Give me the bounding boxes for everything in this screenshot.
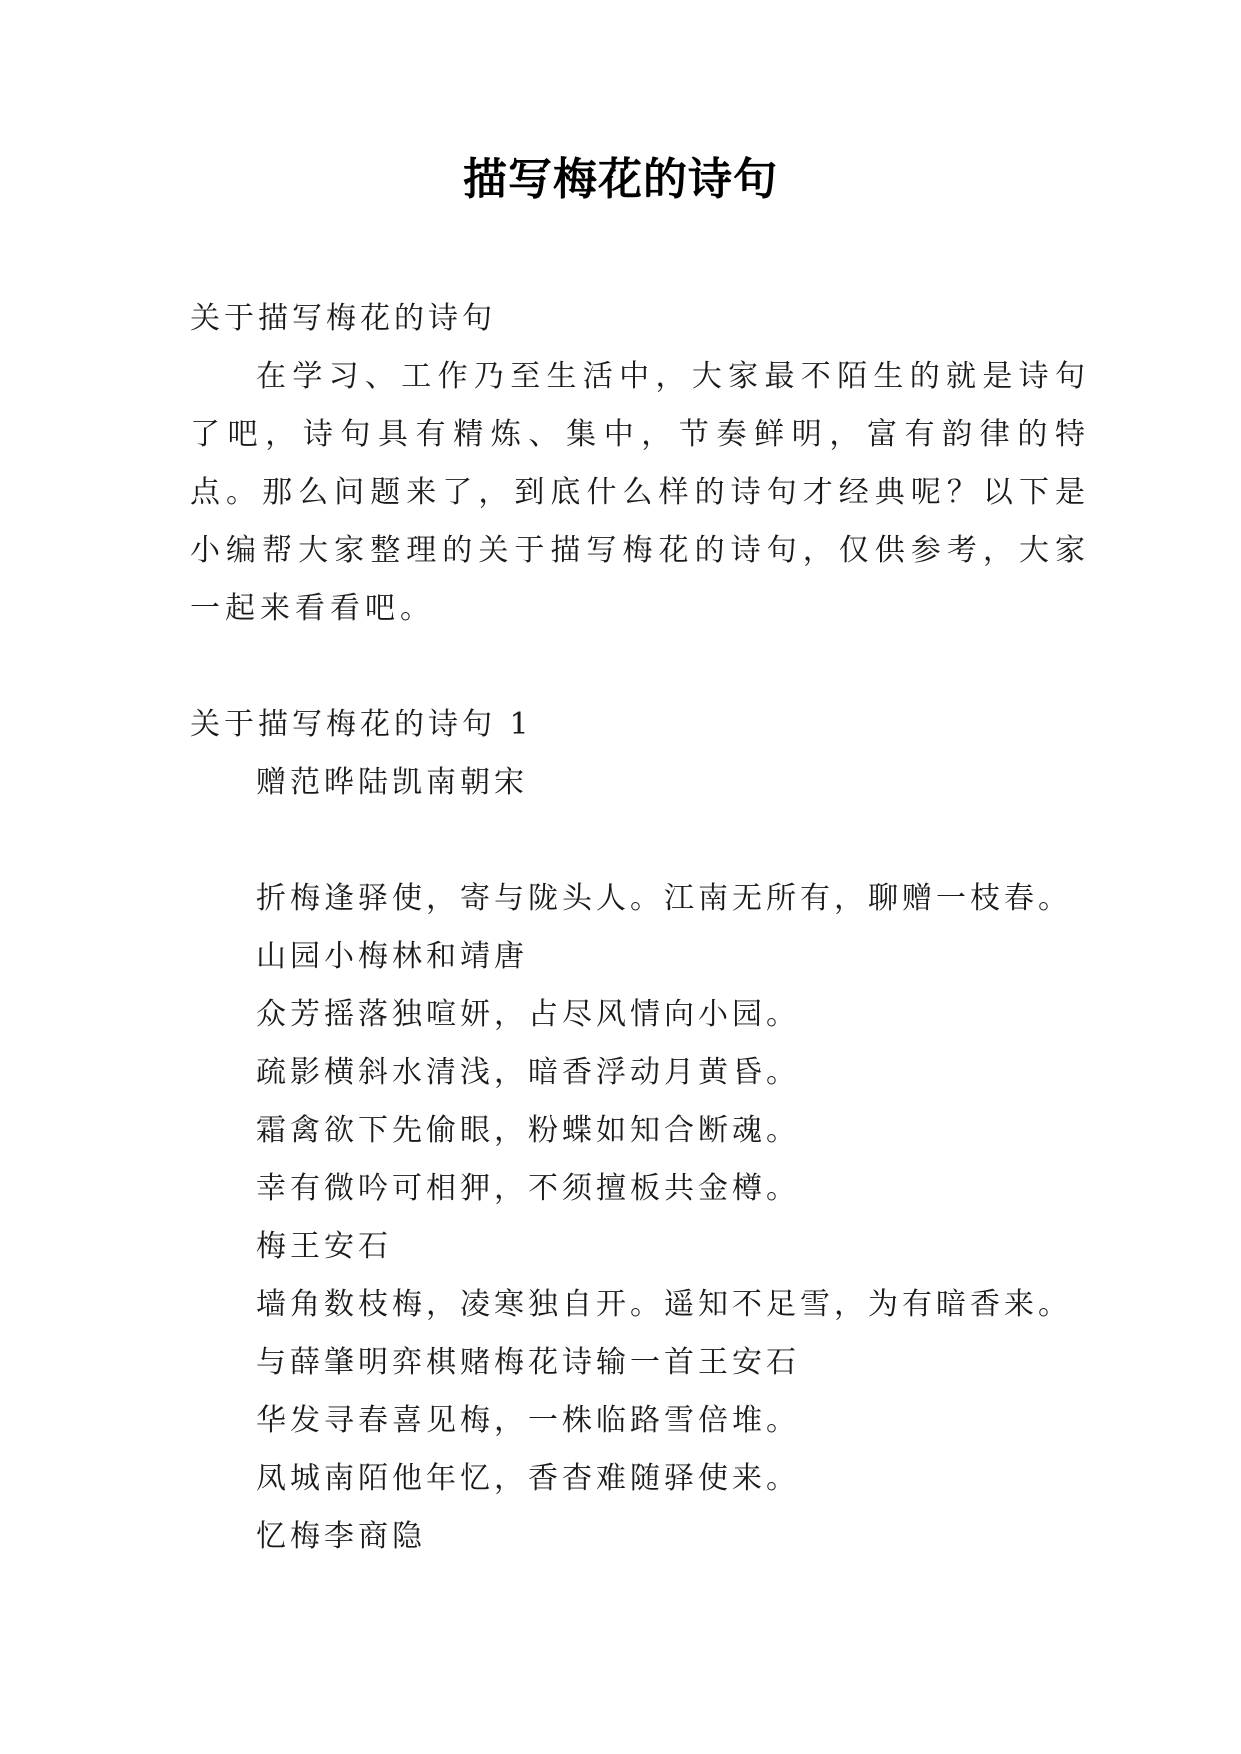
poem-line: 幸有微吟可相狎，不须擅板共金樽。 bbox=[256, 1171, 800, 1206]
poem-line: 与薛肇明弈棋赌梅花诗输一首王安石 bbox=[256, 1345, 800, 1380]
poem-line: 众芳摇落独喧妍，占尽风情向小园。 bbox=[256, 997, 800, 1032]
poem-line: 墙角数枝梅，凌寒独自开。遥知不足雪，为有暗香来。 bbox=[256, 1287, 1072, 1322]
poem-title: 赠范晔陆凯南朝宋 bbox=[256, 765, 528, 800]
intro-heading: 关于描写梅花的诗句 bbox=[190, 301, 496, 336]
poem-line: 忆梅李商隐 bbox=[256, 1519, 426, 1554]
poem-lines bbox=[190, 870, 1090, 1566]
poem-line: 霜禽欲下先偷眼，粉蝶如知合断魂。 bbox=[256, 1113, 800, 1148]
intro-paragraph: 在学习、工作乃至生活中，大家最不陌生的就是诗句了吧，诗句具有精炼、集中，节奏鲜明，富有韵律的特点。那么问题来了，到底什么样的诗句才经典呢？以下是小编帮大家整理的关于描写梅花的诗句，仅供参考，大家一起来看看吧。 bbox=[190, 359, 1090, 626]
poem-line: 山园小梅林和靖唐 bbox=[256, 939, 528, 974]
document-body bbox=[190, 290, 1090, 1566]
poem-line: 疏影横斜水清浅，暗香浮动月黄昏。 bbox=[256, 1055, 800, 1090]
poem-line: 折梅逢驿使，寄与陇头人。江南无所有，聊赠一枝春。 bbox=[256, 881, 1072, 916]
poem-line: 梅王安石 bbox=[256, 1229, 392, 1264]
poem-line: 华发寻春喜见梅，一株临路雪倍堆。 bbox=[256, 1403, 800, 1438]
poem-line: 凤城南陌他年忆，香杳难随驿使来。 bbox=[256, 1461, 800, 1496]
section-heading: 关于描写梅花的诗句 1 bbox=[190, 707, 533, 742]
page-title: 描写梅花的诗句 bbox=[463, 154, 778, 205]
